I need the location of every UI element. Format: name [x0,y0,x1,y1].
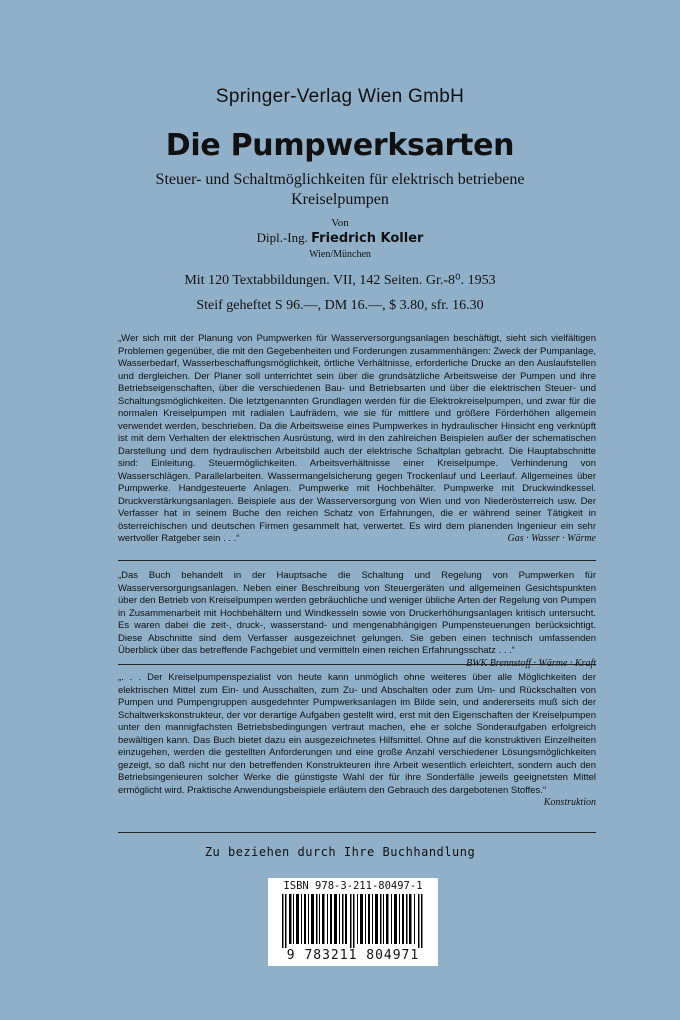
book-subtitle: Steuer- und Schaltmöglichkeiten für elektrisch betriebene Kreiselpumpen [155,171,525,208]
divider [118,560,596,561]
review-source: Gas · Wasser · Wärme [507,533,596,544]
divider [118,664,596,665]
barcode-bars [280,894,426,948]
review-2 [118,570,596,670]
book-details: Mit 120 Textabbildungen. VII, 142 Seiten. Gr.-8⁰. 1953 [184,273,496,288]
review-text: „Wer sich mit der Planung von Pumpwerken für Wasserversorgungsanlagen beschäftigt, sieht sich vielfältigen Problemen gegenüber, die mit den Gegebenheiten und Forderungen zusammenhängen: Zweck der Pumpanlage, Wasserbedarf, Wasserbeschaffungsmöglichkeit, örtliche Verhältnisse, erforderliche Drucke an den Auslaufstellen und dergleichen. Der Planer soll unterrichtet sein über die grundsätzliche Arbeitsweise der Pumpen und ihre Betriebseigenschaften, über die verschiedenen Bau- und Betriebsarten und über die elektrischen Steuer- und Schaltungsmöglichkeiten. Die letztgenannten Grundlagen werden für die Elektrokreiselpumpen, und zwar für die normalen Kreiselpumpen mit radialen Laufrädern, wie sie für mittlere und größere Förderhöhen allgemein verwendet werden, beschrieben. Da die Arbeitsweise eines Pumpwerkes in hydraulischer Hinsicht eng verknüpft ist mit dem Verhalten der elektrischen Ausrüstung, wird in den zahlreichen Beispielen außer der schematischen Darstellung und dem hydraulischen Arbeitsbild auch der elektrische Schaltplan gebracht. Die Hauptabschnitte sind: Einleitung. Steuermöglichkeiten. Arbeitsverhältnisse einer Kreiselpumpe. Verhinderung von Wasserschlägen. Parallelarbeiten. Wassermangelsicherung gegen Trockenlauf und Leerlauf. Allgemeines über Pumpwerke. Handgesteuerte Anlagen. Pumpwerke mit Hochbehälter. Pumpwerke mit Druckwindkessel. Druckverstärkungsanlagen. Beispiele aus der Wasserversorgung von Wien und von Niederösterreich usw. Der Verfasser hat in seinem Buche den reichen Schatz von Erfahrungen, die er während seiner Tätigkeit in österreichischen und deutschen Firmen gesammelt hat, verwertet. Es wird dem planenden Ingenieur ein sehr wertvoller Ratgeber sein . . .“ [118,333,596,544]
publisher-name: Springer-Verlag Wien GmbH [215,86,465,107]
review-text: „. . . Der Kreiselpumpenspezialist von heute kann unmöglich ohne weiteres über alle Möglichkeiten der elektrischen Mittel zum Ein- und Ausschalten, zum Zu- und Abschalten oder zum Um- und Rückschalten von Pumpen und Pumpengruppen ausgedehnter Pumpwerksanlagen im Bilde sein, und andererseits muß sich der Schaltwerkskonstrukteur, der vor derartige Aufgaben gestellt wird, erst mit den Eigenschaften der Kreiselpumpen unter den mannigfachsten Betriebsbedingungen vertraut machen, ehe er solche Sonderaufgaben erfolgreich bewältigen kann. Das Buch bietet dazu ein ausgezeichnetes Hilfsmittel. Ohne auf die konstruktiven Einzelheiten einzugehen, werden die gestellten Anforderungen und eine große Anzahl verschiedener Lösungsmöglichkeiten gezeigt, so daß nicht nur den betreffenden Konstrukteuren ihre Arbeit wesentlich erleichtert, sondern auch den Betriebsingenieuren solcher Werke die günstigste Wahl der für ihre Sonderfälle jeweils geeignetsten Mittel ermöglicht wird. Praktische Anwendungsbeispiele erläutern den Gebrauch des dargebotenen Stoffes.“ [118,672,596,796]
review-text: „Das Buch behandelt in der Hauptsache die Schaltung und Regelung von Pumpwerken für Wasserversorgungsanlagen. Neben einer Beschreibung von Steuergeräten und allgemeinen Gesichtspunkten über den Betrieb von Kreiselpumpen werden gebräuchliche und weniger übliche Arten der Regelung von Pumpen in Zusammenarbeit mit Hochbehältern und Windkesseln sowie von Druckerhöhungsanlagen kritisch untersucht. Es waren dabei die zeit-, druck-, wasserstand- und mengenabhängigen Pumpensteuerungen berücksichtigt. Diese Abschnitte sind dem Verfasser ausgezeichnet gelungen. Sie geben einen technisch umfassenden Überblick über das betreffende Fachgebiet und vermitteln einen reichen Erfahrungsschatz . . .“ [118,570,596,656]
book-price: Steif geheftet S 96.—, DM 16.—, $ 3.80, sfr. 16.30 [196,298,484,313]
review-source: BWK Brennstoff · Wärme · Kraft [466,657,596,669]
isbn-label: ISBN 978-3-211-80497-1 [283,880,423,892]
review-source: Konstruktion [543,797,596,808]
author-location: Wien/München [309,249,371,260]
author-line [0,230,680,246]
ean-number: 9 783211 804971 [286,948,420,963]
barcode-box [268,878,438,966]
author-name: Friedrich Koller [311,231,424,246]
review-1 [118,333,596,546]
review-3 [118,672,596,810]
availability-notice: Zu beziehen durch Ihre Buchhandlung [204,845,476,859]
divider [118,832,596,833]
author-prefix: Dipl.-Ing. [256,230,308,245]
by-label: Von [331,217,349,229]
book-title: Die Pumpwerksarten [165,128,515,163]
